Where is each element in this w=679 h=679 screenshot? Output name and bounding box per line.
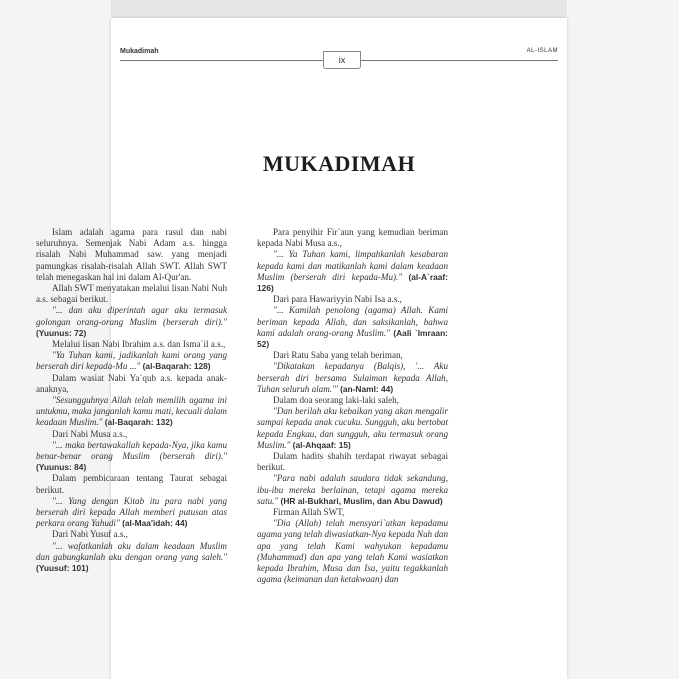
quote-paragraph	[257, 305, 448, 350]
verse-reference: (an-Naml: 44)	[340, 383, 394, 394]
paragraph-text: Dari para Hawariyyin Nabi Isa a.s.,	[273, 294, 402, 305]
paragraph-text: "... maka bertawakallah kepada-Nya, jika kamu benar-benar orang Muslim (berserah diri)."	[36, 439, 227, 462]
body-paragraph	[257, 507, 448, 518]
left-text-column	[36, 227, 227, 574]
body-paragraph	[36, 373, 227, 395]
paragraph-text: "... Ya Tuhan kami, limpahkanlah kesabaran kepada kami dan matikanlah kami dalam keadaan Muslim (berserah diri kepada-Mu)."	[257, 249, 448, 282]
verse-reference: (al-A`raaf: 126)	[257, 271, 448, 294]
paragraph-text: "Para nabi adalah saudara tidak sekandung, ibu-ibu mereka berlainan, tetapi agama mereka satu."	[257, 473, 448, 506]
paragraph-text: Dari Nabi Musa a.s.,	[52, 428, 128, 439]
body-paragraph	[36, 283, 227, 305]
paragraph-text: Islam adalah agama para rasul dan nabi seluruhnya. Semenjak Nabi Adam a.s. hingga risalah Nabi Muhammad saw. yang menjadi pamungkas risalah-risalah Allah SWT. Allah SWT telah menegaskan hal ini dalam Al-Qur'an.	[36, 227, 227, 282]
quote-paragraph	[36, 440, 227, 474]
paragraph-text: "... dan aku diperintah agar aku termasuk golongan orang-orang Muslim (berserah diri)."	[36, 305, 227, 327]
body-paragraph	[36, 473, 227, 495]
quote-paragraph	[36, 395, 227, 429]
paragraph-text: Allah SWT menyatakan melalui lisan Nabi Nuh a.s. sebagai berikut.	[36, 283, 227, 305]
verse-reference: (al-Baqarah: 128)	[142, 361, 211, 372]
quote-paragraph	[36, 496, 227, 530]
quote-paragraph	[36, 541, 227, 575]
quote-paragraph	[257, 361, 448, 395]
paragraph-text: "... Yang dengan Kitab itu para nabi yang berserah diri kepada Allah memberi putusan atas perkara orang Yahudi"	[36, 495, 227, 529]
body-paragraph	[257, 451, 448, 473]
right-text-column	[257, 227, 448, 586]
quote-paragraph	[36, 305, 227, 339]
paragraph-text: "Dia (Allah) telah mensyari`atkan kepadamu agama yang telah diwasiatkan-Nya kepada Nuh dan apa yang telah Kami wahyukan kepadamu (Muhammad) dan apa yang telah Kami wasiatkan kepada Ibrahim, Musa dan Isa, yaitu tegakkanlah agama (keimanan dan ketakwaan) dan	[257, 518, 448, 585]
paragraph-text: "Dan berilah aku kebaikan yang akan mengalir sampai kepada anak cucuku. Sungguh, aku bertobat kepada Engkau, dan sungguh, aku termasuk orang Muslim."	[257, 406, 448, 450]
quote-paragraph	[36, 350, 227, 372]
quote-paragraph	[257, 473, 448, 507]
verse-reference: (HR al-Bukhari, Muslim, dan Abu Dawud)	[280, 495, 443, 506]
body-paragraph	[257, 395, 448, 406]
paragraph-text: Dalam hadits shahih terdapat riwayat sebagai berikut.	[257, 451, 448, 473]
paragraph-text: Dalam pembicaraan tentang Taurat sebagai berikut.	[36, 473, 227, 495]
verse-reference: (Yuunus: 72)	[36, 327, 87, 338]
verse-reference: (Yuunus: 84)	[36, 462, 87, 473]
quote-paragraph	[257, 249, 448, 294]
verse-reference: (al-Ahqaaf: 15)	[292, 439, 351, 450]
paragraph-text: Dalam wasiat Nabi Ya`qub a.s. kepada anak-anaknya,	[36, 372, 227, 394]
body-paragraph	[257, 350, 448, 361]
paragraph-text: Melalui lisan Nabi Ibrahim a.s. dan Isma`il a.s.,	[52, 339, 226, 350]
paragraph-text: "Dikatakan kepadanya (Balqis), '... Aku berserah diri bersama Sulaiman kepada Allah, Tuhan seluruh alam.'"	[257, 361, 448, 394]
paragraph-text: Dari Ratu Saba yang telah beriman,	[273, 350, 403, 361]
verse-reference: (al-Baqarah: 132)	[104, 417, 173, 428]
paragraph-text: Para penyihir Fir`aun yang kemudian beriman kepada Nabi Musa a.s.,	[257, 227, 448, 249]
body-paragraph	[36, 339, 227, 350]
paragraph-text: "Ya Tuhan kami, jadikanlah kami orang yang berserah diri kepada-Mu ..."	[36, 350, 227, 372]
quote-paragraph	[257, 518, 448, 585]
chapter-title: MUKADIMAH	[262, 151, 416, 176]
body-paragraph	[257, 294, 448, 305]
paragraph-text: Dari Nabi Yusuf a.s.,	[52, 529, 128, 540]
paragraph-text: "... Kamilah penolong (agama) Allah. Kami beriman kepada Allah, dan saksikanlah, bahwa kami adalah orang-orang Muslim."	[257, 305, 448, 338]
verse-reference: (Yuusuf: 101)	[36, 563, 89, 574]
paragraph-text: Dalam doa seorang laki-laki saleh,	[273, 395, 400, 406]
body-paragraph	[36, 429, 227, 440]
paragraph-text: "Sesungguhnya Allah telah memilih agama ini untukmu, maka janganlah kamu mati, kecuali dalam keadaan Muslim."	[36, 395, 227, 428]
paragraph-text: Firman Allah SWT,	[273, 507, 345, 518]
body-paragraph	[36, 227, 227, 283]
running-header-right: AL-ISLAM	[526, 48, 558, 54]
running-header-left: Mukadimah	[120, 48, 159, 55]
verse-reference: (Aali `Imraan: 52)	[257, 327, 448, 350]
quote-paragraph	[257, 406, 448, 451]
paragraph-text: "... wafatkanlah aku dalam keadaan Muslim dan gabungkanlah aku dengan orang yang saleh."	[36, 540, 227, 562]
page-top-strip	[111, 0, 567, 18]
body-paragraph	[36, 529, 227, 540]
page-number-badge: ix	[323, 51, 361, 69]
body-paragraph	[257, 227, 448, 249]
verse-reference: (al-Maa'idah: 44)	[122, 518, 188, 529]
